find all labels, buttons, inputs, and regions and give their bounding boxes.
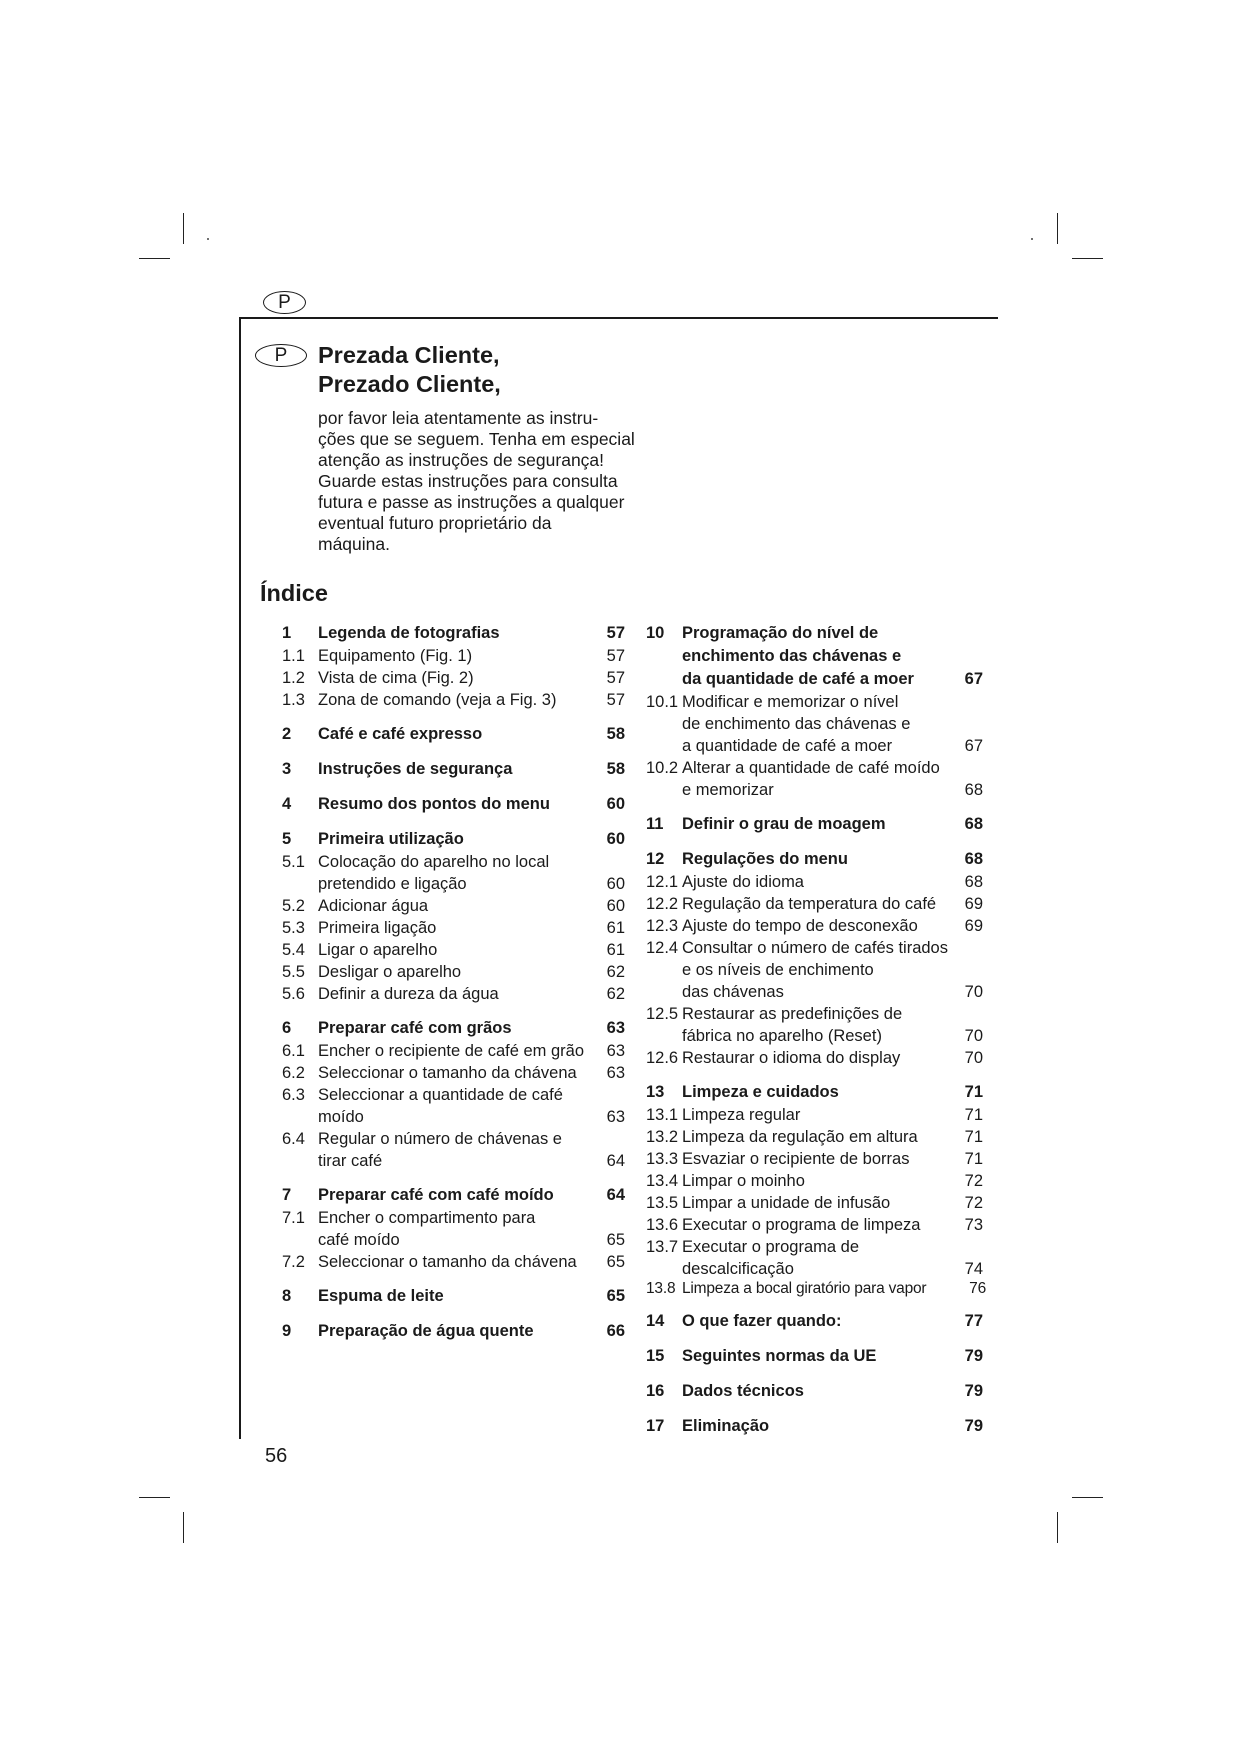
toc-entry-12-4 xyxy=(646,937,983,1003)
toc-entry-5-1 xyxy=(282,851,625,895)
toc-title-line: pretendido e ligação xyxy=(318,875,467,893)
toc-title xyxy=(318,828,601,851)
toc-title-line: Adicionar água xyxy=(318,897,429,915)
toc-entry-5-4 xyxy=(282,939,625,961)
toc-title xyxy=(682,1380,959,1403)
toc-page-number: 63 xyxy=(606,1108,625,1126)
toc-title-line: Zona de comando (veja a Fig. 3) xyxy=(318,691,557,709)
toc-title xyxy=(682,1003,959,1047)
toc-title-line: Espuma de leite xyxy=(318,1287,444,1305)
intro-line: por favor leia atentamente as instru- xyxy=(318,408,599,428)
toc-title xyxy=(318,1184,601,1207)
toc-title xyxy=(318,939,601,961)
toc-section-17 xyxy=(646,1415,983,1438)
toc-title xyxy=(682,915,959,937)
toc-number: 5.5 xyxy=(282,963,305,981)
toc-title-line: Limpeza a bocal giratório para vapor xyxy=(682,1280,927,1297)
toc-title-line: Regular o número de chávenas e xyxy=(318,1130,562,1148)
toc-page-number: 63 xyxy=(606,1042,625,1060)
toc-title-line: Limpar a unidade de infusão xyxy=(682,1194,891,1212)
toc-number: 8 xyxy=(282,1287,292,1305)
toc-title-line: Equipamento (Fig. 1) xyxy=(318,647,473,665)
toc-page-number: 69 xyxy=(964,917,983,935)
toc-title-line: Limpeza da regulação em altura xyxy=(682,1128,918,1146)
toc-title xyxy=(682,1345,959,1368)
toc-number: 12.1 xyxy=(646,873,679,891)
toc-page-number: 76 xyxy=(969,1280,986,1297)
language-badge-label: P xyxy=(278,292,291,313)
toc-page-number: 63 xyxy=(606,1019,625,1037)
toc-number: 12.2 xyxy=(646,895,679,913)
intro-line: futura e passe as instruções a qualquer xyxy=(318,492,625,512)
toc-page-number: 65 xyxy=(606,1231,625,1249)
toc-title xyxy=(682,1310,959,1333)
toc-number: 5.2 xyxy=(282,897,305,915)
toc-number: 12.5 xyxy=(646,1005,679,1023)
toc-title xyxy=(682,691,959,757)
toc-page-number: 71 xyxy=(964,1083,983,1101)
toc-title xyxy=(682,1214,959,1236)
toc-page-number: 61 xyxy=(606,941,625,959)
toc-number: 13.6 xyxy=(646,1216,679,1234)
toc-title xyxy=(318,723,601,746)
toc-number: 1.3 xyxy=(282,691,305,709)
print-speck xyxy=(1031,238,1033,240)
intro-line: eventual futuro proprietário da xyxy=(318,513,552,533)
toc-title-line: Executar o programa de limpeza xyxy=(682,1216,921,1234)
toc-page-number: 61 xyxy=(606,919,625,937)
toc-title xyxy=(318,622,601,645)
toc-title xyxy=(318,1285,601,1308)
toc-entry-5-3 xyxy=(282,917,625,939)
toc-title-line: Ajuste do tempo de desconexão xyxy=(682,917,918,935)
toc-number: 3 xyxy=(282,760,292,778)
toc-page-number: 57 xyxy=(606,647,625,665)
toc-number: 6.4 xyxy=(282,1130,305,1148)
toc-number: 12.6 xyxy=(646,1049,679,1067)
toc-title xyxy=(318,1040,601,1062)
margin-rule xyxy=(239,317,241,1439)
toc-page-number: 57 xyxy=(606,669,625,687)
toc-title xyxy=(318,1207,601,1251)
toc-number: 13.7 xyxy=(646,1238,679,1256)
toc-entry-10-1 xyxy=(646,691,983,757)
toc-entry-13-2 xyxy=(646,1126,983,1148)
toc-entry-6-3 xyxy=(282,1084,625,1128)
toc-entry-13-7 xyxy=(646,1236,983,1280)
toc-number: 15 xyxy=(646,1347,665,1365)
toc-title xyxy=(318,689,601,711)
toc-title-line: Primeira ligação xyxy=(318,919,437,937)
toc-number: 5.4 xyxy=(282,941,305,959)
toc-number: 6.1 xyxy=(282,1042,305,1060)
toc-title-line: moído xyxy=(318,1108,364,1126)
toc-entry-13-3 xyxy=(646,1148,983,1170)
toc-title-line: Regulações do menu xyxy=(682,850,848,868)
toc-column-left xyxy=(282,622,625,1343)
toc-page-number: 57 xyxy=(606,624,625,642)
toc-title-line: Executar o programa de xyxy=(682,1238,860,1256)
toc-title-line: descalcificação xyxy=(682,1260,794,1278)
toc-page-number: 73 xyxy=(964,1216,983,1234)
toc-title xyxy=(682,1170,959,1192)
toc-title xyxy=(318,851,601,895)
toc-title-line: Colocação do aparelho no local xyxy=(318,853,550,871)
toc-entry-13-5 xyxy=(646,1192,983,1214)
toc-page-number: 60 xyxy=(606,897,625,915)
crop-mark xyxy=(139,258,170,259)
toc-number: 13.1 xyxy=(646,1106,679,1124)
toc-title xyxy=(318,917,601,939)
toc-page-number: 60 xyxy=(606,830,625,848)
toc-entry-5-5 xyxy=(282,961,625,983)
toc-section-6 xyxy=(282,1017,625,1040)
toc-title-line: Dados técnicos xyxy=(682,1382,804,1400)
toc-page-number: 69 xyxy=(964,895,983,913)
toc-title-line: enchimento das chávenas e xyxy=(682,647,902,665)
crop-mark xyxy=(139,1497,170,1498)
toc-entry-5-6 xyxy=(282,983,625,1005)
toc-page-number: 71 xyxy=(964,1150,983,1168)
crop-mark xyxy=(1072,258,1103,259)
toc-section-13 xyxy=(646,1081,983,1104)
toc-title-line: Preparar café com café moído xyxy=(318,1186,554,1204)
toc-entry-1-3 xyxy=(282,689,625,711)
toc-page-number: 70 xyxy=(964,1049,983,1067)
toc-title xyxy=(318,667,601,689)
toc-page-number: 70 xyxy=(964,983,983,1001)
toc-entry-12-2 xyxy=(646,893,983,915)
index-title: Índice xyxy=(260,580,328,606)
toc-entry-12-1 xyxy=(646,871,983,893)
toc-page-number: 62 xyxy=(606,963,625,981)
toc-title xyxy=(318,983,601,1005)
greeting-title-line: Prezado Cliente, xyxy=(318,371,501,397)
toc-page-number: 70 xyxy=(964,1027,983,1045)
toc-entry-13-8 xyxy=(646,1280,986,1298)
toc-number: 17 xyxy=(646,1417,665,1435)
toc-number: 13.4 xyxy=(646,1172,679,1190)
crop-mark xyxy=(183,213,184,244)
toc-page-number: 79 xyxy=(964,1347,983,1365)
toc-number: 13.2 xyxy=(646,1128,679,1146)
toc-page-number: 72 xyxy=(964,1194,983,1212)
toc-title-line: Seguintes normas da UE xyxy=(682,1347,877,1365)
toc-page-number: 65 xyxy=(606,1253,625,1271)
toc-title xyxy=(682,893,959,915)
toc-title xyxy=(318,1017,601,1040)
toc-title xyxy=(682,937,959,1003)
intro-line: ções que se seguem. Tenha em especial xyxy=(318,429,635,449)
toc-page-number: 77 xyxy=(964,1312,983,1330)
toc-number: 6.2 xyxy=(282,1064,305,1082)
toc-title xyxy=(682,757,959,801)
toc-page-number: 68 xyxy=(964,815,983,833)
toc-title-line: Preparação de água quente xyxy=(318,1322,534,1340)
toc-number: 7 xyxy=(282,1186,292,1204)
toc-entry-6-1 xyxy=(282,1040,625,1062)
toc-title xyxy=(318,1084,601,1128)
toc-entry-13-4 xyxy=(646,1170,983,1192)
toc-number: 13.5 xyxy=(646,1194,679,1212)
intro-line: máquina. xyxy=(318,534,390,554)
toc-page-number: 67 xyxy=(964,670,983,688)
toc-page-number: 63 xyxy=(606,1064,625,1082)
toc-number: 10.1 xyxy=(646,693,679,711)
toc-page-number: 79 xyxy=(964,1417,983,1435)
toc-section-10 xyxy=(646,622,983,691)
toc-number: 10.2 xyxy=(646,759,679,777)
toc-page-number: 62 xyxy=(606,985,625,1003)
toc-title-line: Encher o compartimento para xyxy=(318,1209,536,1227)
toc-number: 13 xyxy=(646,1083,665,1101)
toc-title xyxy=(318,1251,601,1273)
toc-title-line: Definir a dureza da água xyxy=(318,985,499,1003)
toc-section-5 xyxy=(282,828,625,851)
greeting-title-line: Prezada Cliente, xyxy=(318,342,500,368)
toc-page-number: 72 xyxy=(964,1172,983,1190)
toc-title-line: Modificar e memorizar o nível xyxy=(682,693,899,711)
page-number: 56 xyxy=(265,1445,288,1467)
toc-number: 12.4 xyxy=(646,939,679,957)
toc-number: 7.1 xyxy=(282,1209,305,1227)
toc-title-line: Eliminação xyxy=(682,1417,770,1435)
toc-number: 5.3 xyxy=(282,919,305,937)
toc-section-14 xyxy=(646,1310,983,1333)
toc-title-line: Esvaziar o recipiente de borras xyxy=(682,1150,910,1168)
toc-number: 7.2 xyxy=(282,1253,305,1271)
toc-page-number: 58 xyxy=(606,760,625,778)
toc-title-line: das chávenas xyxy=(682,983,784,1001)
greeting-language-badge-label: P xyxy=(274,345,288,366)
toc-title-line: e os níveis de enchimento xyxy=(682,961,874,979)
toc-section-2 xyxy=(282,723,625,746)
toc-title-line: e memorizar xyxy=(682,781,774,799)
toc-title xyxy=(682,848,959,871)
toc-title-line: Café e café expresso xyxy=(318,725,483,743)
toc-title-line: Limpeza regular xyxy=(682,1106,801,1124)
toc-title-line: Limpeza e cuidados xyxy=(682,1083,839,1101)
toc-number: 9 xyxy=(282,1322,292,1340)
greeting-language-badge xyxy=(255,344,307,367)
toc-title xyxy=(682,1104,959,1126)
toc-number: 2 xyxy=(282,725,292,743)
toc-number: 14 xyxy=(646,1312,665,1330)
toc-page-number: 68 xyxy=(964,781,983,799)
toc-entry-7-2 xyxy=(282,1251,625,1273)
toc-page-number: 71 xyxy=(964,1128,983,1146)
toc-title-line: Consultar o número de cafés tirados xyxy=(682,939,948,957)
toc-title-line: fábrica no aparelho (Reset) xyxy=(682,1027,882,1045)
toc-section-11 xyxy=(646,813,983,836)
toc-entry-13-1 xyxy=(646,1104,983,1126)
toc-entry-1-1 xyxy=(282,645,625,667)
toc-entry-12-3 xyxy=(646,915,983,937)
toc-section-4 xyxy=(282,793,625,816)
toc-title-line: Seleccionar a quantidade de café xyxy=(318,1086,563,1104)
toc-entry-5-2 xyxy=(282,895,625,917)
toc-title-line: Seleccionar o tamanho da chávena xyxy=(318,1064,577,1082)
toc-title-line: Restaurar as predefinições de xyxy=(682,1005,903,1023)
toc-page-number: 66 xyxy=(606,1322,625,1340)
toc-number: 5.1 xyxy=(282,853,305,871)
toc-title-line: Resumo dos pontos do menu xyxy=(318,795,550,813)
toc-section-3 xyxy=(282,758,625,781)
toc-title-line: Desligar o aparelho xyxy=(318,963,462,981)
toc-title xyxy=(682,1047,959,1069)
toc-page-number: 60 xyxy=(606,795,625,813)
toc-page-number: 60 xyxy=(606,875,625,893)
toc-number: 5.6 xyxy=(282,985,305,1003)
toc-page-number: 79 xyxy=(964,1382,983,1400)
toc-number: 4 xyxy=(282,795,292,813)
intro-line: atenção as instruções de segurança! xyxy=(318,450,605,470)
toc-number: 1.1 xyxy=(282,647,305,665)
toc-title-line: café moído xyxy=(318,1231,400,1249)
toc-title xyxy=(318,1320,601,1343)
toc-number: 11 xyxy=(646,815,664,833)
toc-page-number: 64 xyxy=(606,1152,625,1170)
toc-title-line: Preparar café com grãos xyxy=(318,1019,512,1037)
toc-page-number: 64 xyxy=(606,1186,625,1204)
toc-title-line: tirar café xyxy=(318,1152,383,1170)
toc-section-12 xyxy=(646,848,983,871)
toc-title xyxy=(318,758,601,781)
toc-entry-10-2 xyxy=(646,757,983,801)
toc-page-number: 68 xyxy=(964,873,983,891)
intro-paragraph xyxy=(318,408,635,555)
toc-title-line: Encher o recipiente de café em grão xyxy=(318,1042,584,1060)
toc-title xyxy=(682,813,959,836)
toc-title xyxy=(682,1081,959,1104)
toc-section-7 xyxy=(282,1184,625,1207)
toc-title xyxy=(318,1128,601,1172)
toc-title xyxy=(682,1236,959,1280)
toc-page-number: 57 xyxy=(606,691,625,709)
toc-title-line: Vista de cima (Fig. 2) xyxy=(318,669,474,687)
toc-title xyxy=(682,622,959,691)
toc-title xyxy=(682,1148,959,1170)
toc-title xyxy=(318,961,601,983)
toc-section-8 xyxy=(282,1285,625,1308)
toc-page-number: 74 xyxy=(964,1260,983,1278)
toc-title-line: Regulação da temperatura do café xyxy=(682,895,937,913)
toc-entry-1-2 xyxy=(282,667,625,689)
toc-title xyxy=(682,1415,959,1438)
toc-section-9 xyxy=(282,1320,625,1343)
header-rule xyxy=(240,317,998,319)
toc-title xyxy=(318,895,601,917)
toc-number: 1.2 xyxy=(282,669,305,687)
toc-page-number: 65 xyxy=(606,1287,625,1305)
toc-page-number: 68 xyxy=(964,850,983,868)
toc-title-line: Ajuste do idioma xyxy=(682,873,804,891)
toc-title-line: Ligar o aparelho xyxy=(318,941,438,959)
toc-number: 6.3 xyxy=(282,1086,305,1104)
toc-entry-12-5 xyxy=(646,1003,983,1047)
toc-title-line: de enchimento das chávenas e xyxy=(682,715,911,733)
crop-mark xyxy=(1057,213,1058,244)
toc-title xyxy=(682,1280,960,1298)
crop-mark xyxy=(1072,1497,1103,1498)
toc-entry-12-6 xyxy=(646,1047,983,1069)
toc-title xyxy=(682,871,959,893)
toc-number: 13.8 xyxy=(646,1280,676,1297)
toc-section-15 xyxy=(646,1345,983,1368)
intro-line: Guarde estas instruções para consulta xyxy=(318,471,618,491)
print-speck xyxy=(207,238,209,240)
toc-title-line: a quantidade de café a moer xyxy=(682,737,893,755)
toc-column-right xyxy=(646,622,986,1438)
toc-title-line: Restaurar o idioma do display xyxy=(682,1049,901,1067)
toc-entry-7-1 xyxy=(282,1207,625,1251)
language-badge xyxy=(263,291,306,314)
toc-title-line: da quantidade de café a moer xyxy=(682,670,914,688)
toc-title xyxy=(318,793,601,816)
toc-title-line: Legenda de fotografias xyxy=(318,624,500,642)
greeting-title xyxy=(318,341,501,399)
toc-page-number: 58 xyxy=(606,725,625,743)
toc-title-line: Primeira utilização xyxy=(318,830,464,848)
toc-entry-6-2 xyxy=(282,1062,625,1084)
toc-title xyxy=(682,1126,959,1148)
toc-section-1 xyxy=(282,622,625,645)
toc-page-number: 67 xyxy=(964,737,983,755)
toc-number: 5 xyxy=(282,830,292,848)
crop-mark xyxy=(1057,1512,1058,1543)
toc-entry-6-4 xyxy=(282,1128,625,1172)
toc-number: 12.3 xyxy=(646,917,679,935)
toc-title-line: Limpar o moinho xyxy=(682,1172,805,1190)
toc-number: 12 xyxy=(646,850,665,868)
toc-page-number: 71 xyxy=(964,1106,983,1124)
toc-title-line: Instruções de segurança xyxy=(318,760,513,778)
toc-number: 10 xyxy=(646,624,665,642)
toc-number: 6 xyxy=(282,1019,292,1037)
toc-number: 1 xyxy=(282,624,292,642)
toc-entry-13-6 xyxy=(646,1214,983,1236)
toc-title-line: Programação do nível de xyxy=(682,624,879,642)
toc-title-line: Alterar a quantidade de café moído xyxy=(682,759,940,777)
toc-number: 13.3 xyxy=(646,1150,679,1168)
toc-number: 16 xyxy=(646,1382,665,1400)
toc-title xyxy=(318,1062,601,1084)
toc-title-line: Seleccionar o tamanho da chávena xyxy=(318,1253,577,1271)
toc-section-16 xyxy=(646,1380,983,1403)
crop-mark xyxy=(183,1512,184,1543)
toc-title-line: Definir o grau de moagem xyxy=(682,815,886,833)
toc-title-line: O que fazer quando: xyxy=(682,1312,842,1330)
toc-title xyxy=(682,1192,959,1214)
toc-title xyxy=(318,645,601,667)
